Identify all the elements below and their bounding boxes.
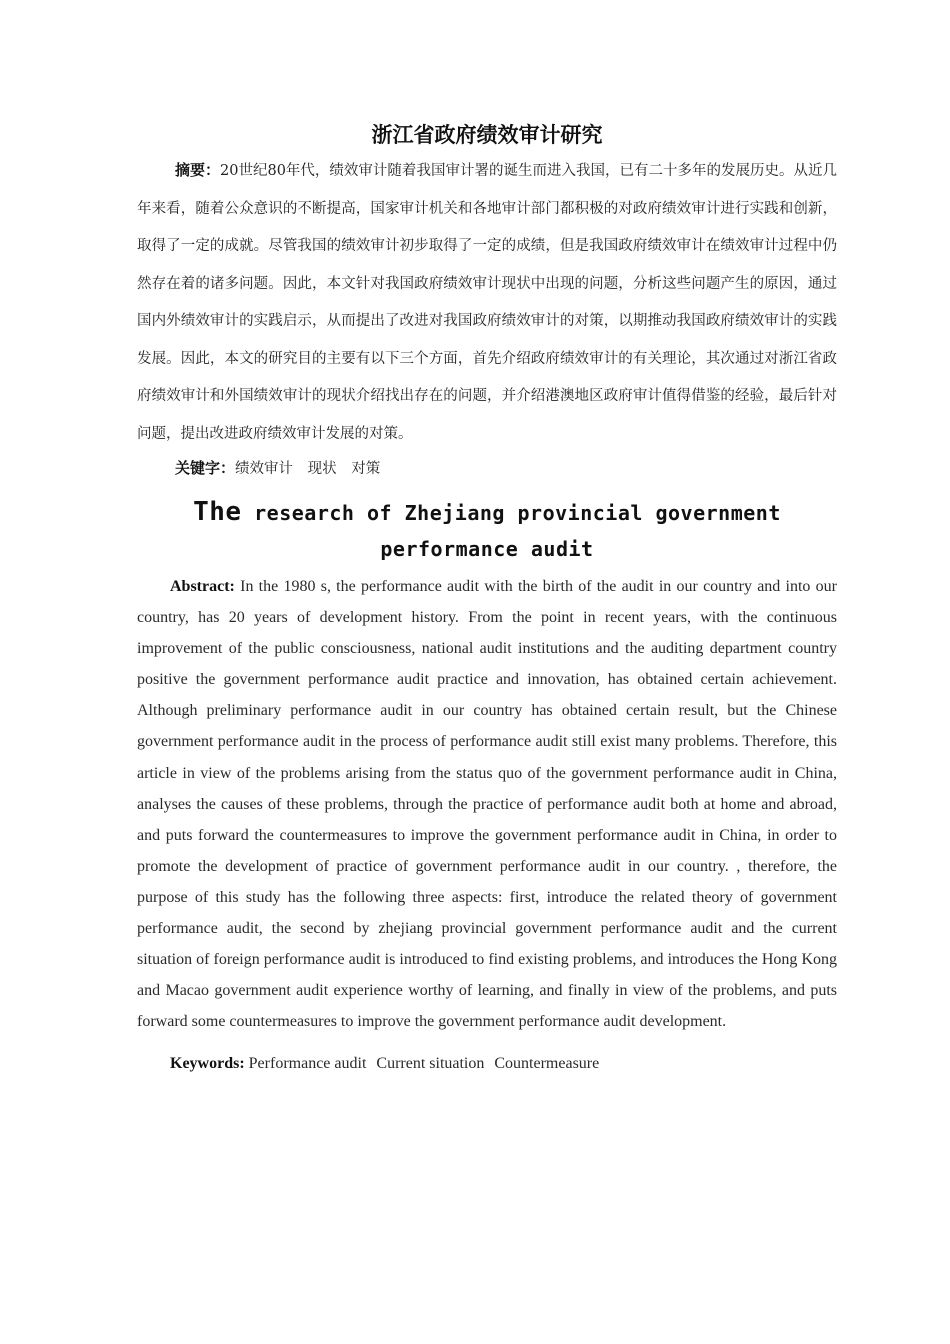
english-keyword: Countermeasure: [494, 1055, 600, 1073]
english-abstract: [137, 571, 837, 1037]
chinese-title: 浙江省政府绩效审计研究: [371, 123, 603, 147]
english-title-first-word: The: [193, 497, 242, 527]
chinese-keyword: 绩效审计: [235, 461, 294, 477]
english-keyword: Current situation: [376, 1055, 485, 1073]
english-keywords: [137, 1049, 837, 1079]
english-abstract-label: Abstract:: [170, 578, 235, 595]
chinese-abstract-label: 摘要：: [175, 161, 221, 179]
chinese-keyword: 对策: [351, 461, 381, 477]
english-abstract-text: In the 1980 s, the performance audit with the birth of the audit in our country and into our country, has 20 years of development history. From the point in recent years, with the continuous improvement of the public consciousness, national audit institutions and the auditing department country positive the government performance audit practice and innovation, has obtained certain achievement. Although preliminary performance audit in our country has obtained certain result, but the Chinese government performance audit in the process of performance audit still exist many problems. Therefore, this article in view of the problems arising from the status quo of the government performance audit in China, analyses the causes of these problems, through the practice of performance audit both at home and abroad, and puts forward the countermeasures to improve the government performance audit in China, in order to promote the development of practice of government performance audit in our country. , therefore, the purpose of this study has the following three aspects: first, introduce the related theory of government performance audit, the second by zhejiang provincial government performance audit and the current situation of foreign performance audit is introduced to find existing problems, and introduces the Hong Kong and Macao government audit experience worthy of learning, and finally in view of the problems, and puts forward some countermeasures to improve the government performance audit development.: [137, 578, 837, 1031]
english-title-line1: research of Zhejiang provincial government: [241, 501, 781, 525]
english-title: [137, 494, 837, 567]
chinese-keywords: [137, 453, 837, 484]
chinese-keyword: 现状: [307, 461, 337, 477]
chinese-abstract: [137, 152, 837, 453]
document-content: [137, 118, 837, 1079]
chinese-abstract-text: 20世纪80年代，绩效审计随着我国审计署的诞生而进入我国，已有二十多年的发展历史。从近几年来看，随着公众意识的不断提高，国家审计机关和各地审计部门都积极的对政府绩效审计进行实践和创新，取得了一定的成就。尽管我国的绩效审计初步取得了一定的成绩，但是我国政府绩效审计在绩效审计过程中仍然存在着的诸多问题。因此，本文针对我国政府绩效审计现状中出现的问题，分析这些问题产生的原因，通过国内外绩效审计的实践启示，从而提出了改进对我国政府绩效审计的对策，以期推动我国政府绩效审计的实践发展。因此，本文的研究目的主要有以下三个方面，首先介绍政府绩效审计的有关理论，其次通过对浙江省政府绩效审计和外国绩效审计的现状介绍找出存在的问题，并介绍港澳地区政府审计值得借鉴的经验，最后针对问题，提出改进政府绩效审计发展的对策。: [137, 163, 837, 442]
english-title-line2: performance audit: [380, 537, 594, 561]
english-keyword: Performance audit: [248, 1055, 367, 1073]
english-keywords-label: Keywords:: [170, 1055, 245, 1073]
chinese-keywords-label: 关键字：: [175, 459, 236, 477]
